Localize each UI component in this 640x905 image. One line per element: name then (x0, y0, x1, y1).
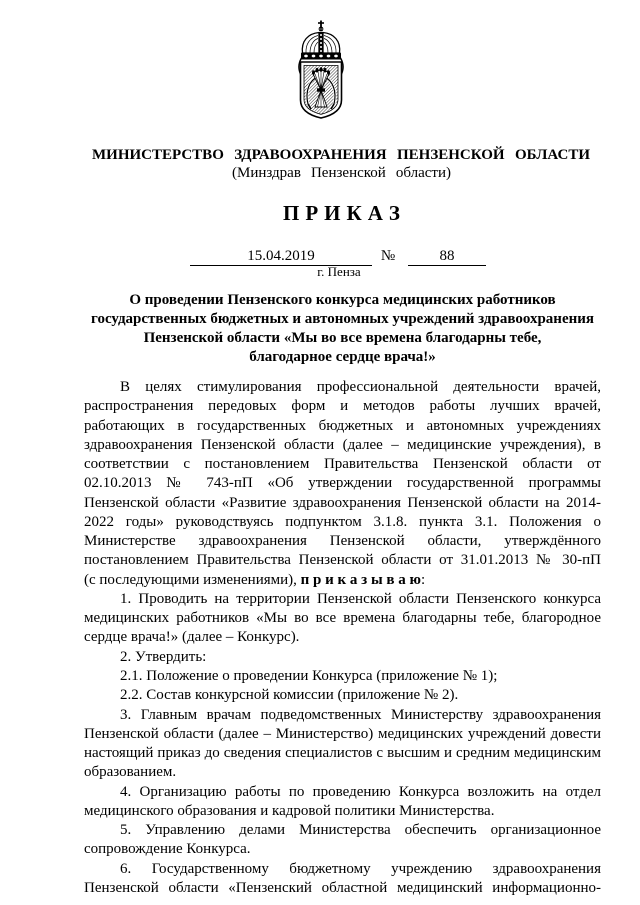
line-segment: : (420, 571, 426, 588)
body-line: 2.2. Состав конкурсной комиссии (приложение № 2). (120, 687, 459, 704)
body-line: Пензенской области «Пензенский областной медицинский информационно- (84, 879, 601, 896)
body-paragraph (84, 667, 601, 686)
order-body (84, 378, 601, 898)
body-line: медицинского образования и кадровой политики Министерства. (84, 802, 495, 819)
body-line (84, 571, 601, 590)
body-line: 2. Утвердить: (120, 648, 207, 665)
body-line: образованием. (84, 764, 177, 781)
coat-of-arms-icon (297, 20, 345, 120)
body-line: В целях стимулирования профессиональной деятельности врачей, (120, 379, 601, 395)
document-type-heading: П Р И К А З (283, 201, 400, 225)
body-line: 6. Государственному бюджетному учреждению здравоохранения (120, 860, 601, 877)
body-line: 3. Главным врачам подведомственных Министерству здравоохранения (120, 706, 601, 723)
body-line: 2.1. Положение о проведении Конкурса (приложение № 1); (120, 667, 498, 684)
coat-of-arms-graphic (297, 20, 345, 120)
body-line: 2022 годы» руководствуясь подпунктом 3.1.8. пункта 3.1. Положения о (84, 513, 601, 530)
body-line: распространения передовых форм и методов работы лучших врачей, (84, 398, 601, 415)
ministry-short-name: (Минздрав Пензенской области) (232, 164, 451, 181)
body-line: Пензенской области «Развитие здравоохранения Пензенской области на 2014- (84, 494, 601, 511)
order-date-field (190, 247, 372, 266)
order-date: 15.04.2019 (247, 247, 315, 264)
body-paragraph (84, 783, 601, 822)
body-line: сердце врача!» (далее – Конкурс). (84, 629, 300, 646)
line-segment: (с последующими изменениями), (84, 571, 301, 588)
body-paragraph (84, 590, 601, 648)
body-line: 02.10.2013 № 743-пП «Об утверждении государственной программы (84, 475, 601, 492)
emphasized-text: п р и к а з ы в а ю (300, 571, 421, 588)
body-line: Министерстве здравоохранения Пензенской области, утверждённого (84, 533, 601, 550)
body-line: Пензенской области (далее – Министерство) медицинских учреждений довести (84, 725, 601, 742)
order-number-field (408, 247, 486, 266)
body-line: 1. Проводить на территории Пензенской области Пензенского конкурса (120, 590, 601, 607)
body-line: соответствии с постановлением Правительства Пензенской области от (84, 456, 601, 473)
order-title-line: Пензенской области «Мы во все времена благодарны тебе, (143, 330, 542, 346)
order-title-line: государственных бюджетных и автономных учреждений здравоохранения (91, 311, 594, 327)
body-paragraph (84, 648, 601, 667)
body-paragraph (84, 378, 601, 590)
order-number: 88 (439, 247, 455, 264)
body-paragraph (84, 821, 601, 860)
body-paragraph (84, 706, 601, 783)
body-line: постановлением Правительства Пензенской области от 31.01.2013 № 30-пП (84, 552, 601, 569)
body-line: работающих в государственных бюджетных и автономных учреждениях (84, 417, 601, 434)
body-line: медицинских работников «Мы во все времена благодарны тебе, благородное (84, 610, 601, 627)
body-paragraph (84, 686, 601, 705)
order-number-sign: № (380, 247, 396, 264)
order-city: г. Пенза (317, 264, 361, 279)
order-title-line: благодарное сердце врача!» (249, 349, 436, 365)
body-line: 5. Управлению делами Министерства обеспечить организационное (120, 822, 601, 839)
body-line: сопровождение Конкурса. (84, 841, 251, 858)
body-line: настоящий приказ до сведения специалистов с высшим и средним медицинским (84, 745, 601, 762)
body-paragraph (84, 860, 601, 899)
order-title-line: О проведении Пензенского конкурса медицинских работников (129, 292, 556, 308)
order-title (84, 291, 601, 367)
shield (301, 62, 342, 118)
ministry-name: МИНИСТЕРСТВО ЗДРАВООХРАНЕНИЯ ПЕНЗЕНСКОЙ ОБЛАСТИ (92, 147, 590, 163)
body-line: 4. Организацию работы по проведению Конкурса возложить на отдел (120, 783, 601, 800)
body-line: здравоохранения Пензенской области (далее – медицинские учреждения), в (84, 436, 601, 453)
